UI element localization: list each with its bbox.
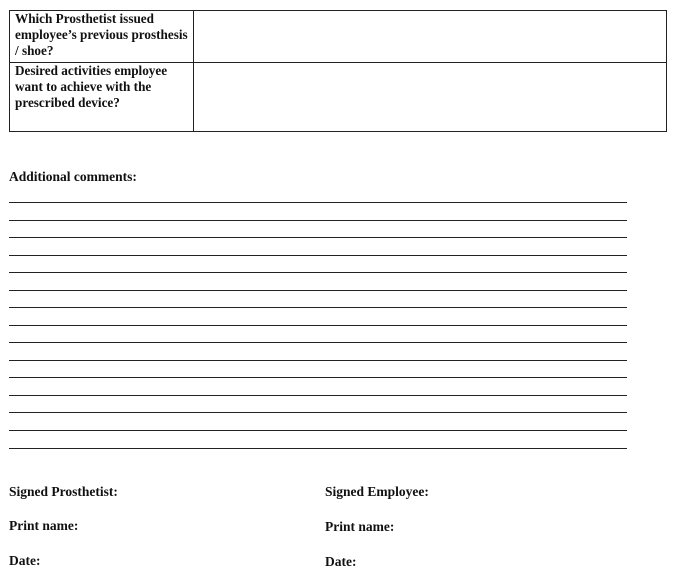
comment-line[interactable] [9,325,627,326]
prosthetist-date-label: Date: [9,553,41,568]
employee-date-label: Date: [325,554,357,569]
comment-line[interactable] [9,272,627,273]
comment-line[interactable] [9,342,627,343]
comment-line[interactable] [9,220,627,221]
comment-line[interactable] [9,395,627,396]
question-label: Which Prosthetist issued employee’s previous prosthesis / shoe? [10,11,194,62]
comment-line[interactable] [9,412,627,413]
prosthetist-print-name-label: Print name: [9,518,79,533]
comment-line[interactable] [9,360,627,361]
answer-field-desired-activities[interactable] [194,63,666,131]
comment-line[interactable] [9,430,627,431]
signed-employee-label: Signed Employee: [325,484,429,499]
comment-line[interactable] [9,377,627,378]
comment-line[interactable] [9,255,627,256]
comment-line[interactable] [9,448,627,449]
answer-field-previous-prosthetist[interactable] [194,11,666,62]
comment-line[interactable] [9,202,627,203]
question-label: Desired activities employee want to achieve with the prescribed device? [10,63,194,131]
question-table [9,10,667,132]
question-row-previous-prosthetist [10,11,666,63]
comment-line[interactable] [9,290,627,291]
comments-label: Additional comments: [9,169,137,184]
comment-line[interactable] [9,237,627,238]
signed-prosthetist-label: Signed Prosthetist: [9,484,118,499]
comment-line[interactable] [9,307,627,308]
employee-print-name-label: Print name: [325,519,395,534]
question-row-desired-activities [10,63,666,131]
